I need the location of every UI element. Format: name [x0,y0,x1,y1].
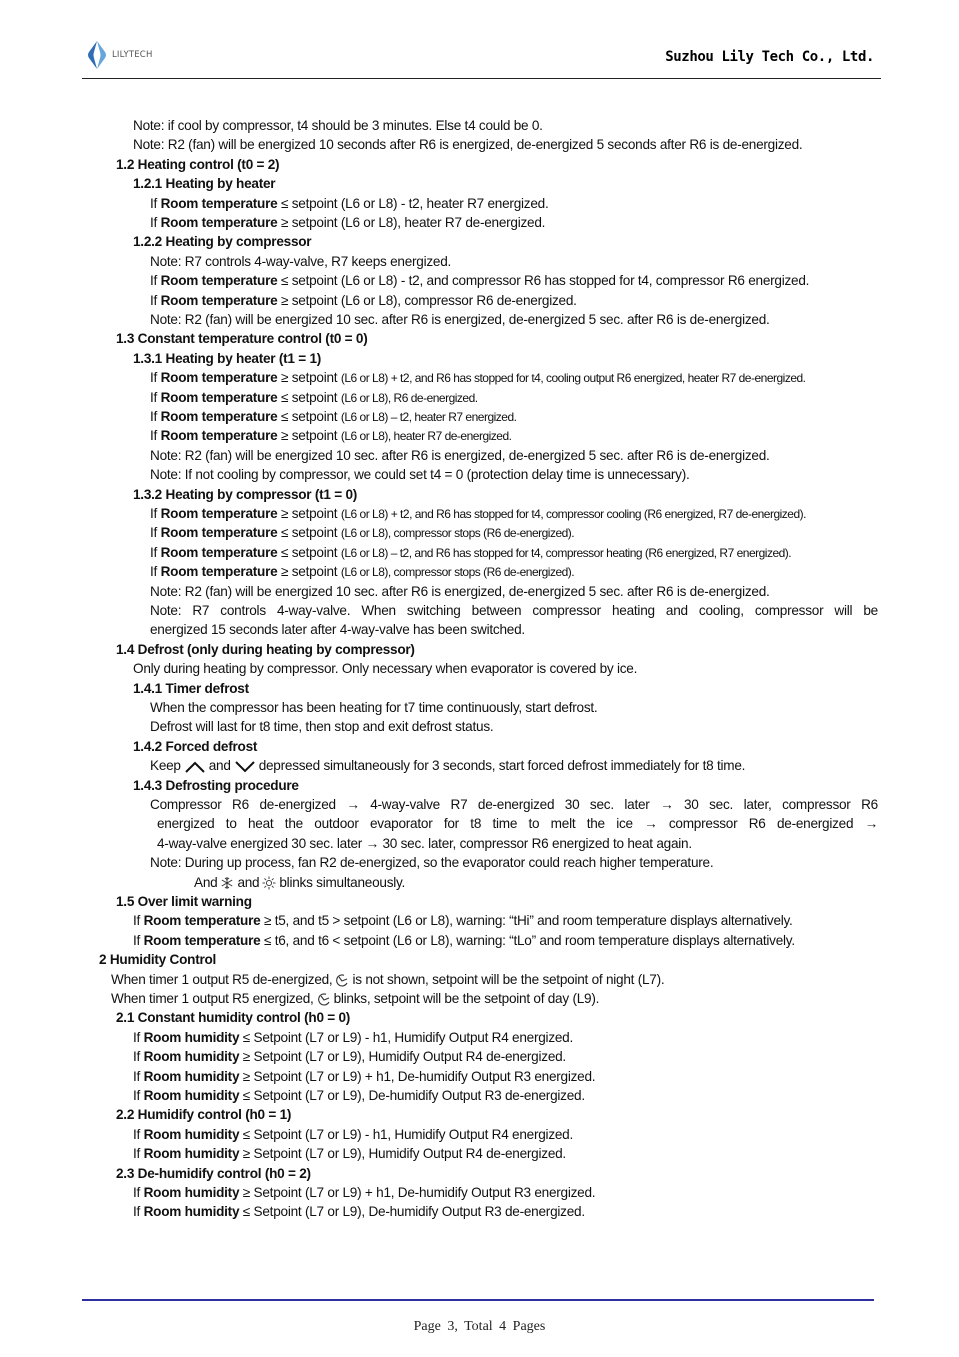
rule-text: ≤ setpoint [277,389,341,405]
sun-icon [262,876,276,890]
chapter-heading: 2 Humidity Control [99,952,217,968]
term-room-temperature: Room temperature [160,292,278,308]
term-room-temperature: Room temperature [160,564,278,580]
header-divider [82,78,881,79]
term-room-humidity: Room humidity [143,1049,240,1065]
section-heading: 2.3 De-humidify control (h0 = 2) [116,1165,311,1181]
term-room-humidity: Room humidity [143,1068,240,1084]
timer-text: When timer 1 output R5 energized, [111,991,314,1006]
rule-line [133,911,793,930]
footer-divider [82,1299,874,1301]
rule-line [150,543,791,563]
rule-text: ≥ Setpoint (L7 or L9), Humidify Output R4 de-energized. [239,1049,566,1065]
paragraph: Only during heating by compressor. Only necessary when evaporator is covered by ice. [133,661,638,677]
note-line: Note: if cool by compressor, t4 should be 3 minutes. Else t4 could be 0. [133,118,543,133]
forced-defrost-text: depressed simultaneously for 3 seconds, start forced defrost immediately for t8 time. [258,758,746,774]
rule-line [150,562,574,582]
term-room-temperature: Room temperature [160,506,278,521]
rule-text: ≤ Setpoint (L7 or L9), De-humidify Output R3 de-energized. [239,1204,585,1220]
term-room-temperature: Room temperature [160,525,278,541]
term-room-temperature: Room temperature [160,370,278,386]
rule-text: ≤ setpoint [277,409,341,424]
rule-line [150,194,548,213]
subsection-heading: 1.3.2 Heating by compressor (t1 = 0) [133,486,358,502]
if-text: If [150,428,161,444]
rule-line [133,1028,573,1047]
subsection-heading: 1.4.3 Defrosting procedure [133,777,299,793]
note-line: Note: If not cooling by compressor, we could set t4 = 0 (protection delay time is unnecessary). [150,467,690,483]
rule-text: ≥ Setpoint (L7 or L9) + h1, De-humidify Output R3 energized. [239,1068,596,1084]
timer-text: When timer 1 output R5 de-energized, [111,971,333,987]
rule-text: ≥ setpoint (L6 or L8), heater R7 de-energized. [277,215,546,230]
if-text: If [150,544,161,560]
rule-text: ≥ Setpoint (L7 or L9), Humidify Output R4 de-energized. [239,1146,566,1162]
note-line: Note: R2 (fan) will be energized 10 sec. after R6 is energized, de-energized 5 sec. after R6 is de-energized. [150,447,770,463]
rule-line [133,1086,585,1105]
rule-line [150,388,478,408]
subsection-heading: 1.4.1 Timer defrost [133,680,249,696]
term-room-temperature: Room temperature [160,389,278,405]
rule-text: ≥ setpoint [277,564,341,580]
if-text: If [150,273,161,289]
if-text: If [150,292,161,308]
if-text: If [133,913,144,929]
rule-text: ≤ Setpoint (L7 or L9) - h1, Humidify Output R4 energized. [239,1029,574,1045]
rule-line [133,1125,573,1144]
note-line: Note: During up process, fan R2 de-energized, so the evaporator could reach higher temperature. [150,855,714,871]
rule-line [133,1067,595,1086]
timer-line [111,989,599,1008]
if-text: If [150,525,161,541]
page-header [82,38,882,80]
timer-clock-icon [317,992,331,1007]
section-heading: 1.2 Heating control (t0 = 2) [116,156,280,172]
if-text: If [150,564,161,580]
section-heading: 1.3 Constant temperature control (t0 = 0) [116,331,368,347]
section-heading: 1.4 Defrost (only during heating by compressor) [116,641,415,657]
paragraph: When the compressor has been heating for t7 time continuously, start defrost. [150,700,598,715]
logo-text: LILYTECH [112,50,153,60]
term-room-temperature: Room temperature [160,544,278,560]
note-line: Note: R2 (fan) will be energized 10 seconds after R6 is energized, de-energized 5 seconds after R6 is de-energized. [133,137,803,153]
section-heading: 2.1 Constant humidity control (h0 = 0) [116,1010,351,1026]
note-line: Note: R7 controls 4-way-valve, R7 keeps energized. [150,253,452,269]
company-logo [86,40,153,70]
term-room-temperature: Room temperature [160,195,278,211]
timer-clock-icon [335,973,349,988]
snowflake-icon [220,876,234,890]
and-text: and [237,874,260,890]
section-heading: 2.2 Humidify control (h0 = 1) [116,1107,292,1123]
rule-text: ≤ Setpoint (L7 or L9) - h1, Humidify Output R4 energized. [239,1126,574,1142]
chevron-down-icon [234,760,256,773]
if-text: If [133,1185,144,1200]
timer-text: blinks, setpoint will be the setpoint of day (L9). [333,991,600,1006]
if-text: If [150,215,161,230]
rule-text: ≥ setpoint [277,428,341,444]
if-text: If [150,409,161,424]
procedure-line: energized to heat the outdoor evaporator for t8 time to melt the ice → compressor R6 de-energized → [157,816,878,832]
note-line: Note: R7 controls 4-way-valve. When switching between compressor heating and cooling, compressor will be [150,603,878,618]
rule-text: ≤ setpoint [277,544,341,560]
and-text: And [194,874,218,890]
blink-note-line [194,873,405,892]
if-text: If [133,1029,144,1045]
rule-text: ≥ setpoint [277,370,341,386]
rule-text: ≥ setpoint [277,506,341,521]
if-text: If [150,370,161,386]
subsection-heading: 1.3.1 Heating by heater (t1 = 1) [133,350,322,366]
term-room-temperature: Room temperature [143,932,261,948]
note-line: Note: R2 (fan) will be energized 10 sec. after R6 is energized, de-energized 5 sec. after R6 is de-energized. [150,312,770,327]
rule-line [133,1202,585,1221]
rule-line [150,271,809,290]
rule-line [150,426,511,446]
rule-text-condensed: (L6 or L8) – t2, and R6 has stopped for t4, compressor heating (R6 energized, R7 energized). [340,545,792,560]
rule-text-condensed: (L6 or L8) – t2, heater R7 energized. [340,410,517,424]
forced-defrost-line [150,756,745,775]
chevron-up-icon [184,760,206,773]
if-text: If [150,195,161,211]
rule-text: ≤ t6, and t6 < setpoint (L6 or L8), warning: “tLo” and room temperature displays alternatively. [260,932,795,948]
if-text: If [150,506,161,521]
rule-text: ≤ setpoint (L6 or L8) - t2, heater R7 energized. [277,195,549,211]
procedure-line: 4-way-valve energized 30 sec. later → 30 sec. later, compressor R6 energized to heat again. [157,835,692,851]
if-text: If [133,1126,144,1142]
timer-line [111,970,664,989]
keep-text: Keep [150,758,181,774]
term-room-temperature: Room temperature [160,215,278,230]
rule-line [133,1144,566,1163]
procedure-line: Compressor R6 de-energized → 4-way-valve R7 de-energized 30 sec. later → 30 sec. later, compressor R6 [150,797,878,812]
rule-line [133,1183,595,1202]
and-text: and [208,758,231,774]
term-room-temperature: Room temperature [160,428,278,444]
rule-text-condensed: (L6 or L8), compressor stops (R6 de-energized). [340,565,575,580]
rule-text-condensed: (L6 or L8), heater R7 de-energized. [340,429,512,444]
rule-text-condensed: (L6 or L8), compressor stops (R6 de-energized). [340,526,575,541]
term-room-humidity: Room humidity [143,1029,240,1045]
if-text: If [133,1088,144,1103]
page-number: Page 3, Total 4 Pages [413,1319,546,1334]
if-text: If [150,389,161,405]
rule-text-condensed: (L6 or L8) + t2, and R6 has stopped for t4, cooling output R6 energized, heater R7 de-energized. [340,371,806,386]
rule-line [133,931,795,950]
if-text: If [133,1146,144,1162]
term-room-humidity: Room humidity [143,1185,240,1200]
term-room-humidity: Room humidity [143,1204,240,1220]
if-text: If [133,932,144,948]
subsection-heading: 1.2.2 Heating by compressor [133,234,312,250]
subsection-heading: 1.4.2 Forced defrost [133,738,258,754]
rule-text: ≥ setpoint (L6 or L8), compressor R6 de-energized. [277,292,577,308]
note-line: Note: R2 (fan) will be energized 10 sec. after R6 is energized, de-energized 5 sec. after R6 is de-energized. [150,583,770,599]
term-room-humidity: Room humidity [143,1146,240,1162]
company-name: Suzhou Lily Tech Co., Ltd. [665,49,874,65]
term-room-temperature: Room temperature [143,913,261,929]
rule-line [133,1047,566,1066]
rule-line [150,504,806,524]
blink-text: blinks simultaneously. [279,874,406,890]
if-text: If [133,1049,144,1065]
rule-text: ≤ setpoint [277,525,341,541]
rule-line [150,523,574,543]
timer-text: is not shown, setpoint will be the setpoint of night (L7). [352,971,665,987]
subsection-heading: 1.2.1 Heating by heater [133,176,276,192]
paragraph: Defrost will last for t8 time, then stop and exit defrost status. [150,719,494,735]
rule-text-condensed: (L6 or L8) + t2, and R6 has stopped for t4, compressor cooling (R6 energized, R7 de-energized). [340,507,806,521]
rule-text: ≤ setpoint (L6 or L8) - t2, and compressor R6 has stopped for t4, compressor R6 energized. [277,273,810,289]
term-room-humidity: Room humidity [143,1126,240,1142]
lilytech-logo-icon [86,40,108,70]
rule-line [150,368,806,388]
rule-text: ≥ t5, and t5 > setpoint (L6 or L8), warning: “tHi” and room temperature displays alternatively. [260,913,793,929]
rule-line [150,407,516,427]
term-room-temperature: Room temperature [160,409,278,424]
rule-line [150,213,545,232]
term-room-temperature: Room temperature [160,273,278,289]
rule-line [150,291,577,310]
rule-text: ≥ Setpoint (L7 or L9) + h1, De-humidify Output R3 energized. [239,1185,596,1200]
section-heading: 1.5 Over limit warning [116,894,252,909]
if-text: If [133,1204,144,1220]
if-text: If [133,1068,144,1084]
rule-text: ≤ Setpoint (L7 or L9), De-humidify Output R3 de-energized. [239,1088,585,1103]
note-line-continued: energized 15 seconds later after 4-way-valve has been switched. [150,622,525,638]
term-room-humidity: Room humidity [143,1088,240,1103]
rule-text-condensed: (L6 or L8), R6 de-energized. [340,390,478,405]
